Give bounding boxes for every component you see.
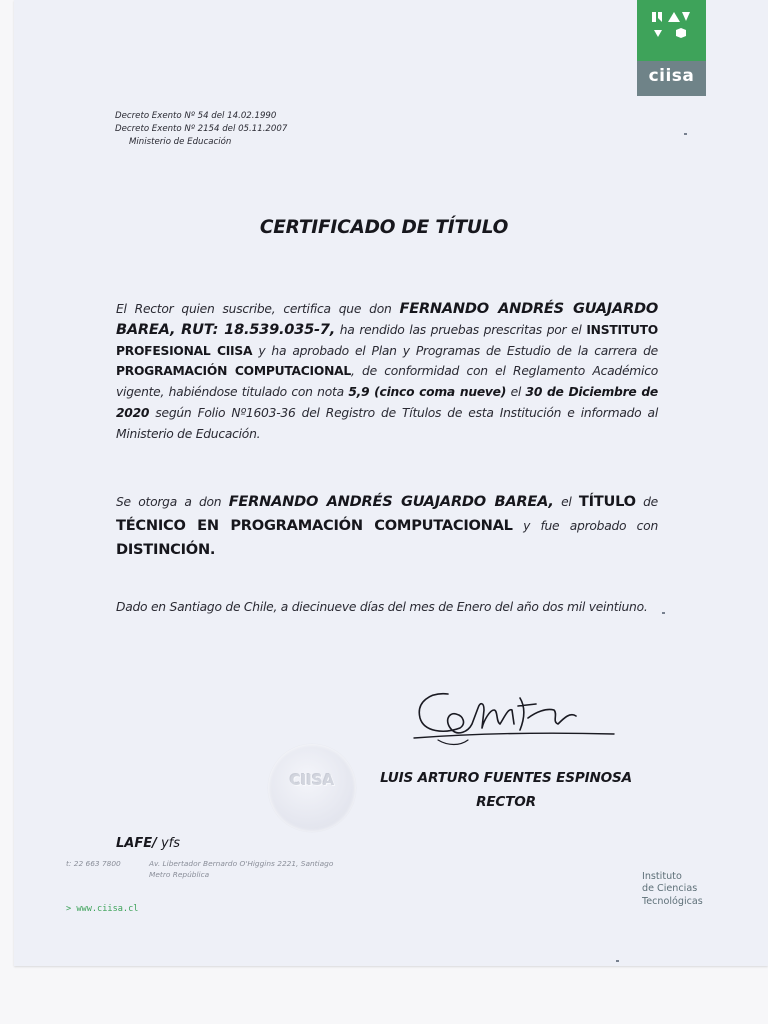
embossed-seal [268, 744, 356, 832]
logo-shapes-icon [637, 0, 706, 61]
graduate-name-rut: FERNANDO ANDRÉS GUAJARDO BAREA, RUT: 18.539.035-7, [116, 300, 659, 338]
p1-text-2: ha rendido las pruebas prescritas por el [335, 322, 587, 337]
certification-paragraph [116, 299, 658, 445]
signer-role: RECTOR [476, 794, 536, 810]
decree-line-1: Decreto Exento Nº 54 del 14.02.1990 [115, 111, 277, 121]
initials-bold: LAFE/ [116, 836, 157, 851]
graduate-name: FERNANDO ANDRÉS GUAJARDO BAREA, [228, 493, 554, 510]
signer-block [356, 766, 656, 814]
footer-phone: t: 22 663 7800 [66, 859, 121, 868]
reference-initials [116, 836, 180, 851]
graduation-date: 30 de Diciembre de 2020 [116, 385, 658, 420]
logo-green-block [637, 0, 706, 61]
distinction: DISTINCIÓN. [116, 541, 216, 558]
signer-name: LUIS ARTURO FUENTES ESPINOSA [380, 770, 632, 786]
seal-text: CIISA [289, 771, 335, 789]
p1-text-5: el [506, 385, 526, 400]
award-paragraph [116, 490, 658, 562]
ministry-line: Ministerio de Educación [129, 137, 232, 147]
decree-block [115, 110, 287, 149]
institute-line-1: Instituto [642, 871, 682, 882]
rector-signature [408, 688, 620, 754]
paper-speck [662, 612, 665, 614]
institute-line-3: Tecnológicas [642, 895, 703, 907]
logo-wordmark: ciisa [648, 66, 695, 86]
page-title: CERTIFICADO DE TÍTULO [259, 217, 509, 238]
grade: 5,9 (cinco coma nueve) [348, 385, 507, 400]
career-name: PROGRAMACIÓN COMPUTACIONAL [116, 364, 351, 379]
institute-label [642, 871, 703, 908]
titulo-word: TÍTULO [578, 493, 636, 510]
p1-text-1: El Rector quien suscribe, certifica que don [116, 302, 400, 316]
issue-date-paragraph: Dado en Santiago de Chile, a diecinueve días del mes de Enero del año dos mil veintiuno. [116, 600, 648, 614]
p1-text-3: y ha aprobado el Plan y Programas de Estudio de la carrera de [252, 343, 658, 358]
paper-speck [684, 133, 687, 135]
institution-name: INSTITUTO PROFESIONAL CIISA [116, 322, 658, 358]
p1-text-6: según Folio Nº1603-36 del Registro de Títulos de esta Institución e informado al Ministerio de Educación. [116, 405, 658, 441]
p1-text-4: , de conformidad con el Reglamento Académico vigente, habiéndose titulado con nota [116, 364, 658, 400]
website-link[interactable]: > www.ciisa.cl [66, 904, 139, 914]
ciisa-logo [637, 0, 706, 96]
paper-speck [616, 960, 619, 962]
footer-address-line-2: Metro República [149, 870, 210, 879]
footer-address [149, 858, 333, 880]
institute-line-2: de Ciencias [642, 883, 698, 895]
p2-text-2: el [553, 495, 579, 509]
p2-text-3: de [635, 495, 659, 509]
p2-text-4: y fue aprobado con [512, 519, 658, 533]
initials-rest: yfs [156, 836, 181, 851]
p2-text-1: Se otorga a don [116, 495, 229, 509]
footer-address-line-1: Av. Libertador Bernardo O'Higgins 2221, Santiago [149, 859, 334, 868]
decree-line-2: Decreto Exento Nº 2154 del 05.11.2007 [115, 124, 288, 134]
degree-name: TÉCNICO EN PROGRAMACIÓN COMPUTACIONAL [116, 517, 513, 534]
